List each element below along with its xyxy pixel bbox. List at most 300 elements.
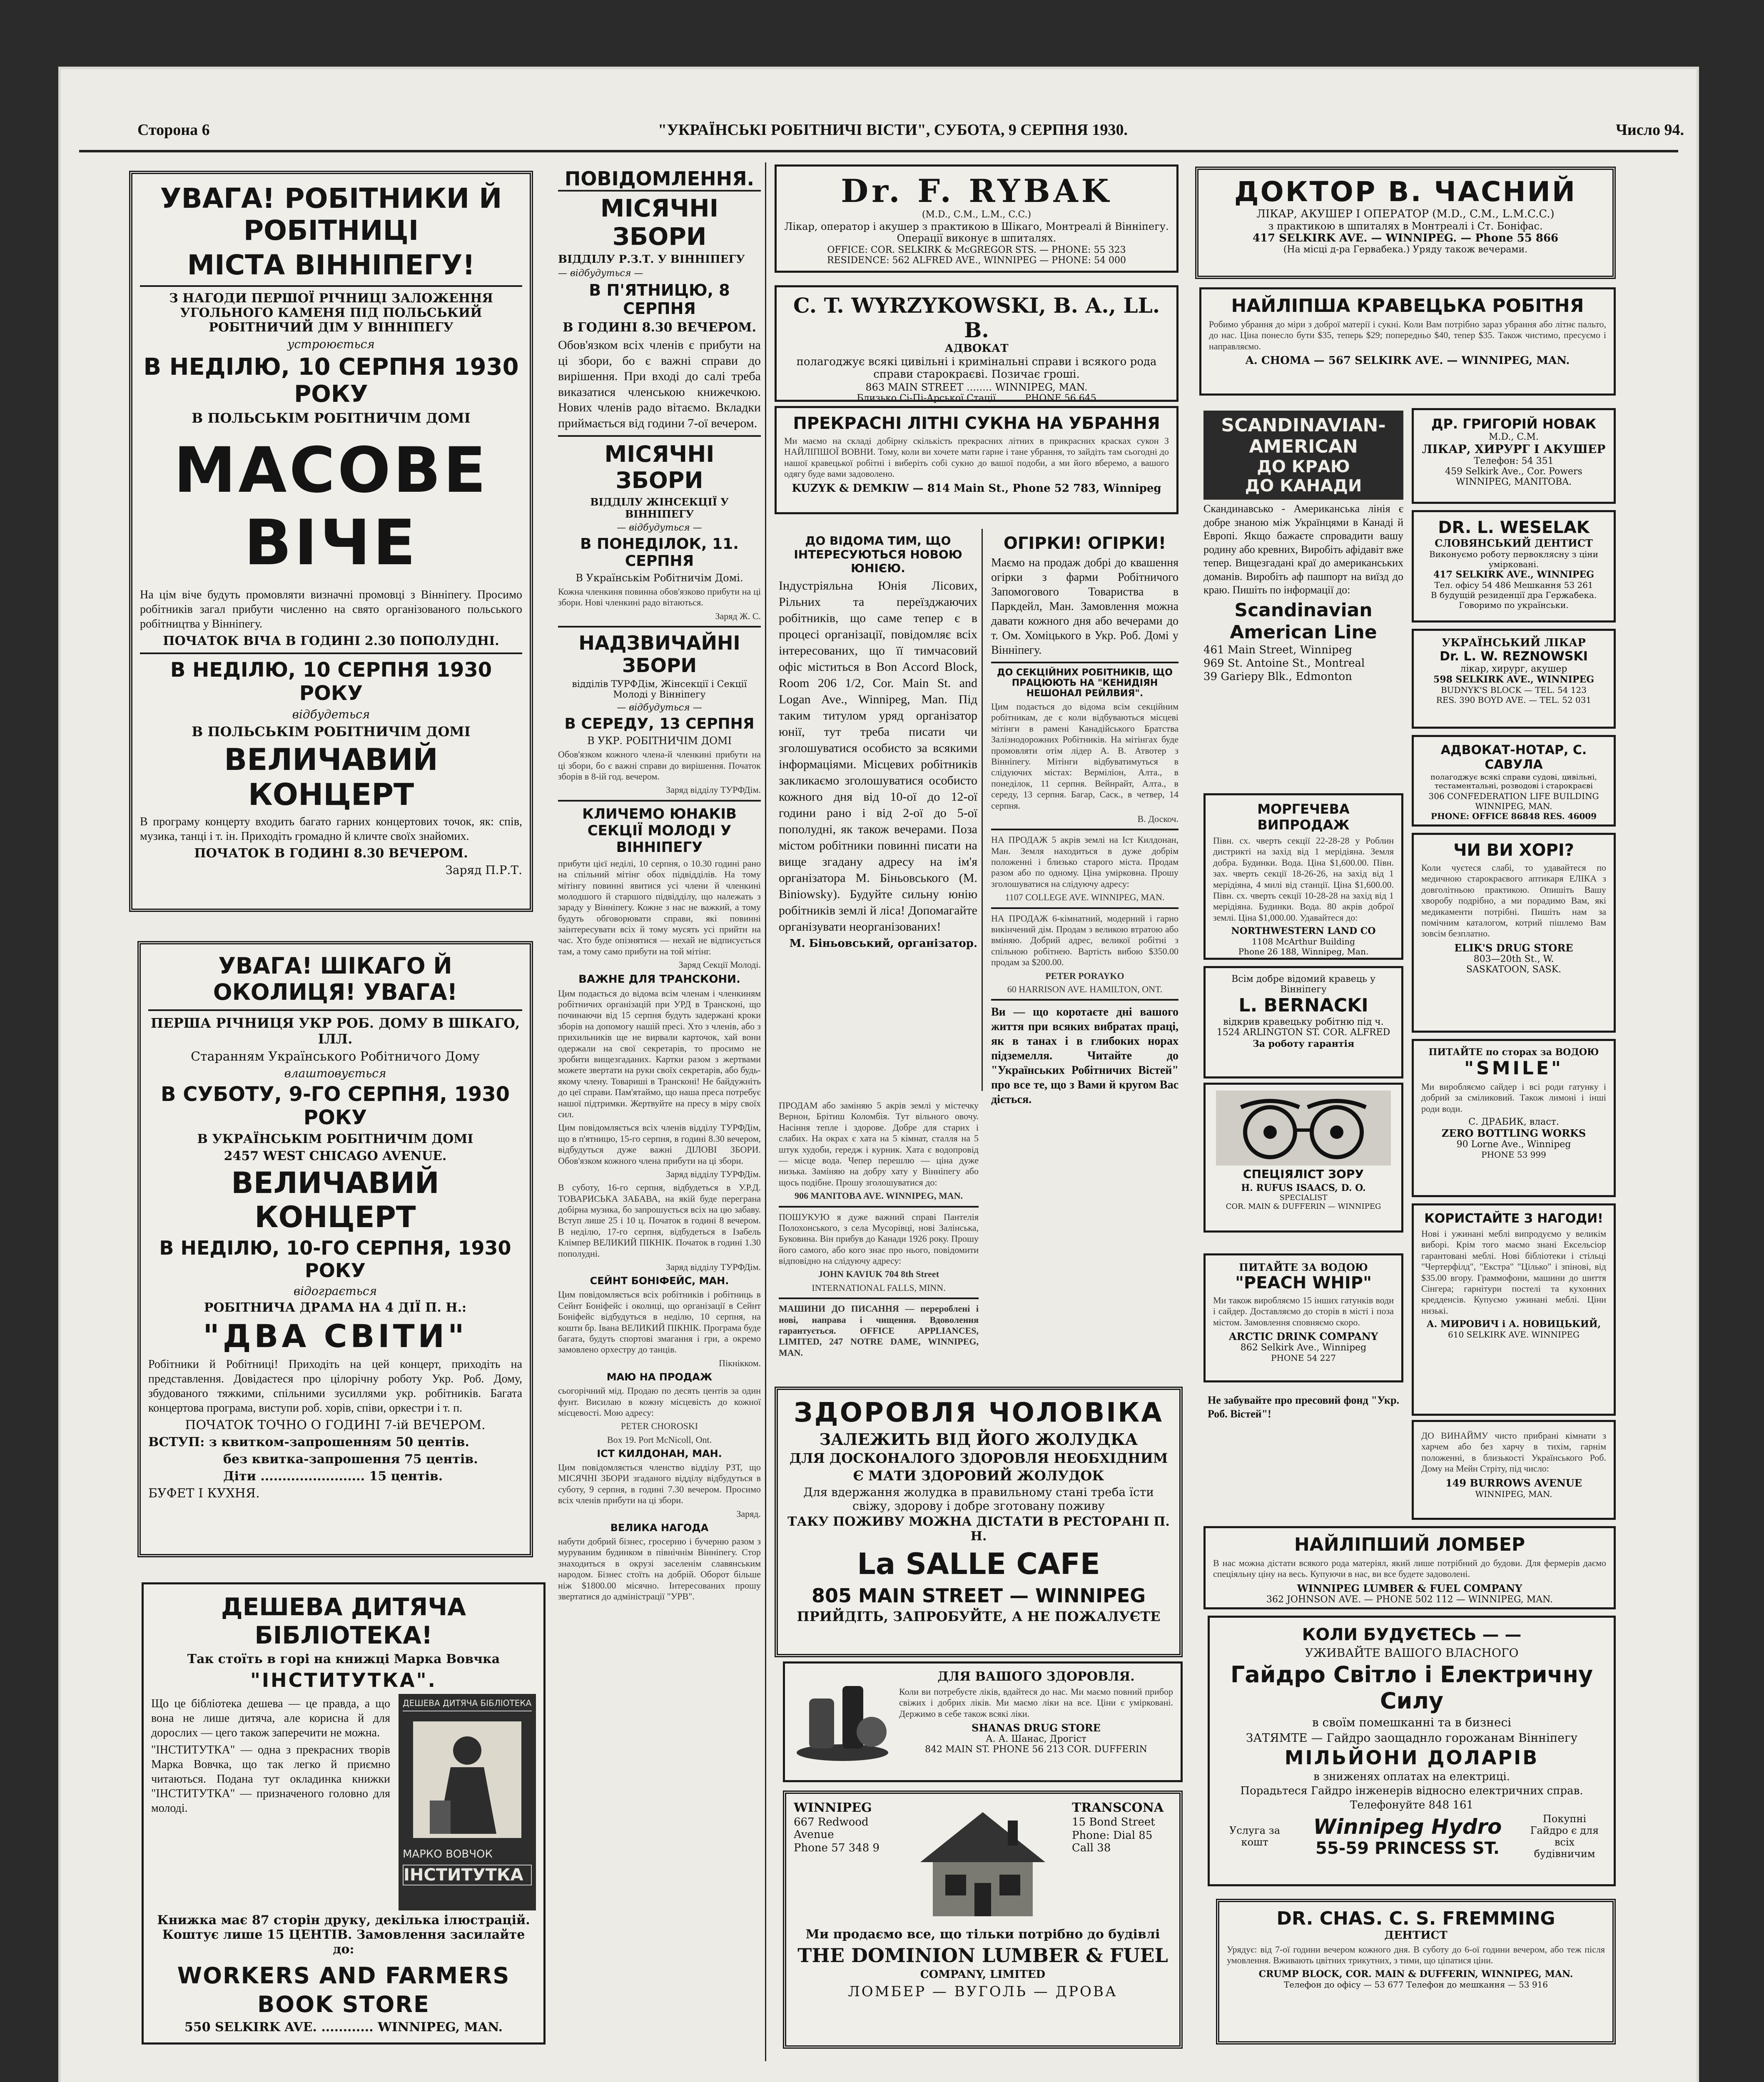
furniture-headline: КОРИСТАЙТЕ З НАГОДИ! [1424,1211,1603,1226]
concert-program: В програму концерту входить багато гарних концертових точок, як: спів, музика, танці і т. ін. Приходіть громадно й кличте своїх знайомих. [140,815,522,843]
doctor-title: ЛІКАР, АКУШЕР І ОПЕРАТОР (M.D., C.M., L.M.C.C.) [1256,208,1555,220]
rally-place: В ПОЛЬСЬКІМ РОБІТНИЧІМ ДОМІ [192,410,471,426]
lawyer-description: полагоджує всякі цивільні і кримінальні справи і всякого рода справи старокраєві. Позичає гроші. [796,356,1157,381]
concert-place: В ПОЛЬСЬКІМ РОБІТНИЧІМ ДОМІ [192,724,471,740]
rally-headline: УВАГА! РОБІТНИКИ Й РОБІТНИЦІ [160,182,502,247]
hydro-line: УЖИВАЙТЕ ВАШОГО ВЛАСНОГО [1305,1646,1519,1660]
page-header [79,121,1684,146]
land-phone: Phone 26 188, Winnipeg, Man. [1238,946,1369,957]
lasalle-line: Є МАТИ ЗДОРОВИЙ ЖОЛУДОК [853,1468,1104,1484]
dominion-slogan: Ми продаємо все, що тільки потрібно до будівлі [805,1927,1160,1942]
chicago-staged: відограється [293,1284,377,1298]
signature: Заряд відділу ТУРФДім. [666,1168,761,1179]
elik-ad [1412,833,1616,1033]
chicago-ad [137,941,533,1557]
rally-headline-city: МІСТА ВІННІПЕГУ! [187,249,475,281]
lumber-address: 362 JOHNSON AVE. — PHONE 502 112 — WINNIPEG, MAN. [1266,1594,1553,1605]
notice-body: Цим подається до відома всім членам і членкиням робітничих організацій при УРД в Трансконі, що починаючи від 15 серпня будуть задержані кроки зборів на допомогу нашій пресі. Хто з членів, або з прихильників ще не вирвали карточок, хай вони одержали на свої секретарів, то просимо не зробити вищезгаданих. Картки разом з жертвами можете звертати на руки своїх секретарів, або будь-якому члену. Товариші в Трансконі! Не байдужніть до цеї справи. Пам'ятаймо, що наша преса потребує нашої підтримки. Жертвуйте на пресу в міру своїх сил. [558,988,761,1119]
chicago-drama-date: В НЕДІЛЮ, 10-ГО СЕРПНЯ, 1930 РОКУ [159,1237,511,1282]
hydro-note-right: Покупні Гайдро є для всіх будівничим [1530,1813,1599,1860]
land-company: NORTHWESTERN LAND CO [1231,926,1376,937]
drink-name: "SMILE" [1464,1058,1563,1079]
signature: Пікнікком. [719,1357,761,1368]
line-name: SCANDINAVIAN- [1221,415,1386,436]
hydro-line: Порадьтеся Гайдро інженерів відносно електричних справ. [1240,1785,1583,1797]
notice-body: Обов'язком кожного члена-й членкині прибути на ці збори, бо є важні справи до вирішення. Початок зборів в 8-ій год. вечером. [558,749,761,782]
issue-number: Число 94. [1616,121,1684,139]
chicago-start: ПОЧАТОК ТОЧНО О ГОДИНІ 7-ій ВЕЧЕРОМ. [185,1418,486,1432]
notice-sub: ВІДДІЛУ ЖІНСЕКЦІЇ У ВІННІПЕГУ [590,496,729,520]
shanas-headline: ДЛЯ ВАШОГО ЗДОРОВЛЯ. [937,1669,1135,1684]
rally-ad [129,171,533,912]
concert-held: відбудеться [292,707,370,721]
rally-arranged: устроюється [287,337,375,351]
drink-phone: PHONE 53 999 [1481,1150,1546,1160]
doctor-description: з практикою в шпиталях в Монтреалі і Ст. Боніфас. [1268,220,1543,232]
notice-held: — відбудуться — [617,523,702,533]
shanas-address: 842 MAIN ST. PHONE 56 213 COR. DUFFERIN [925,1744,1147,1755]
concert-title: ВЕЛИЧАВИЙ КОНЦЕРТ [224,742,438,812]
lawyer-address: 306 CONFEDERATION LIFE BUILDING [1428,791,1599,801]
drink-body: Ми також виробляємо 15 інших гатунків води і сайдер. Доставляємо до сторів в місті і поза містом. Замовлення сповняємо скоро. [1213,1295,1394,1327]
cloth-ad [775,406,1178,514]
notices-column [554,162,766,2061]
chasnyi-ad [1195,167,1616,279]
signature: Заряд Ж. С. [715,610,761,621]
doctor-address: 417 SELKIRK AVE. — WINNIPEG. — Phone 55 866 [1252,232,1559,244]
cover-author: МАРКО ВОВЧОК [403,1848,493,1860]
chicago-body: Робітники й Робітниці! Приходіть на цей концерт, приходіть на представлення. Довідаєтеся про цілорічну роботу Укр. Роб. Дому, збудованого тяжкими, спільними зусиллями укр. робітників. Багата концертова програма, виступи роб. хорів, співи, оркестри і т. п. [148,1358,522,1415]
doctor-phone: Телефон: 54 351 [1474,456,1554,466]
dominion-lumber-ad [783,1791,1183,2049]
shanas-ad [783,1661,1183,1782]
optician-title: SPECIALIST [1279,1193,1328,1202]
line-name-2: AMERICAN [1249,436,1358,457]
morgeche-ad [1203,793,1403,960]
doctor-address: 459 Selkirk Ave., Cor. Powers [1445,466,1582,477]
library-body-2: "ІНСТИТУТКА" — одна з прекрасних творів Марка Вовчка, що так легко й приємно читаються. Подана тут окладинка книжки "ІНСТИТУТКА" — призначеного головно для молоді. [151,1743,390,1815]
hydro-line: в зниженях оплатах на електриці. [1313,1771,1510,1783]
scandinavian-name: Scandinavian [1234,599,1373,621]
doctor-name: Dr. L. W. REZNOWSKI [1440,649,1588,664]
notice-heading: МІСЯЧНІ ЗБОРИ [604,441,715,493]
notice-heading: КЛИЧЕМО ЮНАКІВ СЕКЦІЇ МОЛОДІ У ВІННІПЕГУ [582,805,737,856]
divider [779,1298,979,1299]
scandinavian-name-2: American Line [1230,621,1377,643]
divider [991,907,1178,909]
lasalle-headline: ЗДОРОВЛЯ ЧОЛОВІКА [794,1397,1164,1428]
chicago-admission-3: Діти ........................ 15 центів. [223,1469,443,1484]
rent-ad [1412,1420,1616,1520]
scandinavian-address: 969 St. Antoine St., Montreal [1203,657,1365,670]
tailor-name: L. BERNACKI [1238,995,1368,1016]
doctor-residence: RESIDENCE: 562 ALFRED AVE., WINNIPEG — PHONE: 54 000 [827,255,1126,266]
shanas-owner: А. А. Шанас, Дрогіст [986,1734,1086,1745]
dentist-title: СЛОВЯНСЬКИЙ ДЕНТИСТ [1435,537,1593,549]
dominion-items: ЛОМБЕР — ВУГОЛЬ — ДРОВА [848,1983,1118,2000]
rally-body: На цім віче будуть промовляти визначні промовці з Вінніпегу. Просимо робітників загал прибути численно на свято організованого польського робітництва у Вінніпегу. [140,588,522,630]
doctor-description: Лікар, оператор і акушер з практикою в Шікаго, Монтреалі й Вінніпегу. Операції виконує в шпиталях. [784,221,1169,244]
hydro-millions: МІЛЬЙОНИ ДОЛАРІВ [1284,1746,1539,1769]
chicago-admission: ВСТУП: з квитком-запрошенням 50 центів. [148,1435,469,1449]
signature: Заряд відділу ТУРФДім. [666,784,761,795]
hydro-line: ЗАТЯМТЕ — Гайдро заощаднло горожанам Вінніпегу [1246,1731,1578,1745]
furniture-body: Нові і ужинані меблі випродуємо у великім виборі. Крім того маємо знані Ексельсіор гарантовані меблі. Нові бібліотеки і стільці "Чертерфілд", "Екстра" "Цілько" і зпінові, від $35.00 вгору. Граммофони, машини до шиття Сінгера; гарнітури постелі та кухонних кредденсів. Купуємо ужинані меблі. Ціни низькі. [1421,1228,1606,1316]
lawyer-name: C. T. WYRZYKOWSKI, B. A., LL. B. [793,293,1160,342]
cover-series: ДЕШЕВА ДИТЯЧА БІБЛІОТЕКА [403,1698,532,1711]
doctor-note: (На місці д-ра Гервабека.) Уряду також вечерами. [1283,244,1528,255]
rent-body: ДО ВИНАЙМУ чисто прибрані кімнати з харчем або без харчу в тихім, гарнім положенні, в близькості Українського Роб. Дому на Мейн Стріту, під число: [1421,1430,1606,1474]
furniture-address: 610 SELKIRK AVE. WINNIPEG [1448,1330,1580,1340]
dentist-title: ДЕНТИСТ [1384,1929,1448,1942]
doctor-residence: RES. 390 BOYD AVE. — TEL. 52 031 [1436,695,1592,705]
page-number: Сторона 6 [137,121,210,139]
divider [991,662,1178,663]
tailor-intro: Всім добре відомий кравець у Вінніпегу [1231,974,1375,995]
drink-company: ZERO BOTTLING WORKS [1441,1127,1586,1140]
notice-address: 60 HARRISON AVE. HAMILTON, ONT. [1007,984,1163,994]
notice-body: прибути цієї неділі, 10 серпня, о 10.30 годині рано на спільний мітінг обох підвідділів. На тому мітінгу повинні явитися усі члени й членкині молодшого й старшого підвідділу, що належать з зараду у Вінніпегу. Кожне з нас не важкий, а тому будуть обговорювати справи, які повинні заінтересувати всіх й тому мусять усі прийти на час. Хто буде опізнятися — нехай не відписується там, а тому само прибути на той мітінг. [558,858,761,956]
lawyer-phone: PHONE: OFFICE 86848 RES. 46009 [1430,811,1597,821]
dentist-name: DR. L. WESELAK [1438,518,1590,537]
scandinavian-address: 461 Main Street, Winnipeg [1203,643,1352,656]
signature: М. Біньовський, організатор. [789,937,977,950]
notice-heading: СЕЙНТ БОНІФЕЙС, МАН. [590,1275,729,1287]
scandinavian-body: Скандинавсько - Американська лінія є добре знаною між Українцями в Канаді й Европі. Якщо бажаєте спровадити вашу родину або кревних, Виробіть афідавіт вже тепер. Вищезгадані краї до американських доманів. Виробіть аф пашпорт на виїзд до краю. Пишіть по інформації до: [1203,503,1403,596]
notices-column-c [775,1095,983,1358]
tailor-body: відкрив кравецьку робітню під ч. 1524 ARLINGTON ST. COR. ALFRED [1216,1017,1390,1038]
doctor-name: ДР. ГРИГОРІЙ НОВАК [1431,416,1597,432]
lumber-body: В нас можна дістати всякого рода матеріял, який лише потрібний до будови. Для фермерів даємо спеціяльну ціну на весь. Купуючи в нас, ви все будете задоволені. [1213,1558,1606,1579]
lasalle-line: Для вдержання жолудка в правильному стані треба їсти свіжу, здорову і добре зготовану поживу [803,1485,1154,1513]
signature: В. Доскоч. [1137,813,1178,824]
dentist-body: Урядує: від 7-ої години вечером кожного дня. В суботу до 6-ої години вечером, або теж після умовлення. Вживають цвітних трикутних, з тими, що ціпатися ціни. [1227,1944,1605,1966]
hydro-logo: Winnipeg Hydro [1313,1815,1502,1839]
pharmacy-address: 803—20th St., W. [1473,954,1554,964]
furniture-owners: А. МИРОВИЧ і А. НОВИЦЬКИЙ, [1426,1319,1601,1330]
hydro-headline: КОЛИ БУДУЄТЕСЬ — — [1302,1625,1522,1644]
scandinavian-address: 39 Gariepy Blk., Edmonton [1203,670,1352,683]
notice-address: INTERNATIONAL FALLS, MINN. [812,1282,946,1293]
signature: Заряд. [736,1508,761,1519]
doctor-address: 598 SELKIRK AVE., WINNIPEG [1433,674,1595,685]
divider [558,626,761,628]
notice-heading: ІСТ КИЛДОНАН, МАН. [597,1448,722,1460]
smile-ad [1412,1039,1616,1197]
tailor-body: Робимо убрання до міри з доброї матерії і сукні. Коли Вам потрібно зараз убрання або літнє пальто, до нас. Ціна понесло бути $35, теперь $29; попередньо $40, тепер $35. Також чистимо, пресуємо і направляємо. [1209,319,1606,351]
tailor-ad [1199,287,1616,396]
reznowski-ad [1412,629,1616,729]
doctor-block: BUDNYK'S BLOCK — TEL. 54 123 [1440,685,1587,695]
branch-phone: Phone 57 348 9 [794,1842,880,1854]
hydro-line: в своїм помешканні та в бизнесі [1312,1716,1512,1729]
tailor-headline: НАЙЛІПША КРАВЕЦЬКА РОБІТНЯ [1231,295,1584,316]
hydro-main: Гайдро Світло і Електричну Силу [1230,1661,1593,1714]
rally-date: В НЕДІЛЮ, 10 СЕРПНЯ 1930 РОКУ [143,354,519,408]
store-address: 550 SELKIRK AVE. ............ WINNIPEG, MAN. [184,2020,503,2035]
doctor-office: OFFICE: COR. SELKIRK & McGREGOR STS. — PHONE: 55 323 [827,245,1126,255]
library-info: Книжка має 87 сторін друку, декілька ілюстрацій. Коштує лише 15 ЦЕНТІВ. Замовлення засилайте до: [157,1913,530,1957]
masthead-title: "УКРАЇНСЬКІ РОБІТНИЧІ ВІСТИ", СУБОТА, 9 СЕРПНЯ 1930. [658,121,1128,139]
drink-line: ПИТАЙТЕ ЗА ВОДОЮ [1239,1261,1368,1273]
chicago-arranged: влаштовується [284,1066,386,1080]
optician-address: COR. MAIN & DUFFERIN — WINNIPEG [1226,1202,1381,1211]
notice-heading: ВАЖНЕ ДЛЯ ТРАНСКОНИ. [578,973,740,986]
library-ad [142,1582,546,2045]
notice-sub: ВІДДІЛУ Р.З.Т. У ВІННІПЕГУ [558,253,745,266]
peach-whip-ad [1203,1253,1403,1382]
drink-address: 90 Lorne Ave., Winnipeg [1456,1139,1571,1150]
optician-heading: СПЕЦІЯЛІСТ ЗОРУ [1243,1167,1364,1181]
chicago-organizer: Старанням Українського Робітничого Дому [191,1049,480,1064]
notice-place: В УКР. РОБІТНИЧІМ ДОМІ [587,735,732,747]
chicago-concert: ВЕЛИЧАВИЙ КОНЦЕРТ [231,1166,439,1234]
branch-address: 667 Redwood Avenue [794,1816,869,1841]
doctor-name: Dr. F. RYBAK [841,172,1112,209]
lasalle-line: ДЛЯ ДОСКОНАЛОГО ЗДОРОВЛЯ НЕОБХІДНИМ [789,1450,1168,1466]
dentist-description: Виконуємо роботу первоклясну з ціни умірковані. [1429,549,1598,569]
drink-name: "PEACH WHIP" [1235,1273,1372,1293]
pharmacy-body: Коли чуєтеся слабі, то удавайтеся по медичною старокраєвого аптикаря ЕЛІКА з довголітньою практикою. Опишіть Вашу хворобу подрібно, а ми порадимо Вам, які медикаменти потрібні. Пишіть нам за помічним каталогом, котрий пішлемо Вам зовсім безплатно. [1421,862,1606,939]
drink-owner: С. ДРАБИК, власт. [1468,1117,1559,1128]
notice-body: Цим подається до відома всім секційним робітникам, де є коли відбуваються місцеві мітінги в рамені Канадійського Братства Залізнодорожних Робітників. На мітінгах буде промовляти отім лідер А. В. Атвотер з Вінніпегу. Мітінги відбуватимуться в слідуючих містах: Верміліон, Алта., в понеділок, 11 серпня. Вейнрайт, Алта., в середу, 13 серпня. Багар, Саск., в четвер, 14 серпня. [991,701,1178,811]
library-body-1: Що це бібліотека дешева — це правда, а що вона не лише дитяча, але корисна й для дорослих — цего також заперечити не можна. [151,1697,390,1739]
branch-city: WINNIPEG [794,1801,872,1815]
wyrzykowski-ad [775,285,1178,402]
branch-phone: Phone: Dial 85 Call 38 [1072,1829,1153,1854]
scandinavian-ad [1199,408,1408,783]
rent-address: 149 BURROWS AVENUE [1445,1477,1582,1489]
weselak-ad [1412,510,1616,623]
pharmacy-headline: ЧИ ВИ ХОРІ? [1453,841,1574,860]
doctor-title: ЛІКАР, ХИРУРГ І АКУШЕР [1422,442,1606,456]
notice-heading: НАДЗВИЧАЙНІ ЗБОРИ [578,632,740,677]
dentist-note: В будущій резиденції дра Гержабека. Говоримо по українськи. [1430,590,1597,610]
dominion-sub: COMPANY, LIMITED [920,1968,1046,1981]
line-route: ДО КРАЮ [1257,457,1350,476]
chicago-play-title: "ДВА СВІТИ" [203,1317,468,1355]
notice-heading: МІСЯЧНІ ЗБОРИ [600,194,719,251]
hydro-note-left: Услуга за кошт [1229,1825,1281,1848]
chicago-drama: РОБІТНИЧА ДРАМА НА 4 ДІЇ П. Н.: [204,1300,467,1315]
lasalle-slogan: ПРИЙДІТЬ, ЗАПРОБУЙТЕ, А НЕ ПОЖАЛУЄТЕ [797,1609,1161,1624]
notice-sub: відділів ТУРФДім, Жінсекції і Секції Молоді у Вінніпегу [572,679,747,700]
signature: Заряд Секції Молоді. [678,959,761,970]
shanas-name: SHANAS DRUG STORE [972,1722,1101,1734]
pharmacy-illustration-icon [792,1669,892,1769]
cloth-signature: KUZYK & DEMKIW — 814 Main St., Phone 52 783, Winnipeg [792,482,1161,495]
notice-body: Індустріяльна Юнія Лісових, Рільних та переїзджаючих робітників, що саме тепер є в процесі організації, повідомляє всіх інтересованих, що її тимчасовий офіс міститься в Bon Accord Block, Room 206 1/2, Cor. Main St. and Logan Ave., Winnipeg, Man. Під таким титулом уряд організатор юнії, тут треба писати чи зголошуватися особисто за всякими інформаціями. Місцевих робітників закликаємо зголошуватися особисто кожного дня від 10-ої до 12-ої години рано і від 2-ої до 5-ої пополудні, як також вечерами. Поза містом робітники повинні писати на вище згадану адресу на ім'я організатора М. Біньовського (M. Biniowsky). Будуйте сильну юнію робітників землі й ліса! Допомагайте організувати неорганізованих! [779,579,977,934]
rent-city: WINNIPEG, MAN. [1475,1489,1552,1499]
lasalle-subheadline: ЗАЛЕЖИТЬ ВІД ЙОГО ЖОЛУДКА [819,1430,1138,1449]
land-address: 1108 McArthur Building [1252,936,1355,947]
lawyer-address: 863 MAIN STREET ........ WINNIPEG, MAN. [865,381,1088,393]
library-headline: ДЕШЕВА ДИТЯЧА БІБЛІОТЕКА! [221,1593,466,1649]
lumber-headline: НАЙЛІПШИЙ ЛОМБЕР [1294,1534,1525,1555]
divider [779,1206,979,1208]
notice-date: В П'ЯТНИЦЮ, 8 СЕРПНЯ [589,281,730,318]
dominion-name: THE DOMINION LUMBER & FUEL [797,1944,1168,1967]
notice-heading: ДО СЕКЦІЙНИХ РОБІТНИКІВ, ЩО ПРАЦЮЮТЬ НА "КЕНИДІЯН НЕШОНАЛ РЕЙЛВИЯ". [997,667,1173,699]
cover-illustration-icon [405,1717,530,1842]
divider [558,800,761,802]
library-subtitle: Так стоїть в горі на книжці Марка Вовчка [187,1652,500,1666]
notice-body: Кожна членкиня повинна обов'язково прибути на ці збори. Нові членкині радо вітаються. [558,586,761,608]
rally-event: МАСОВЕ ВІЧЕ [174,434,488,579]
union-notice [775,529,983,1091]
notice-body: Обов'язком всіх членів є прибути на ці збори, бо є важні справи до вирішення. При вході до салі треба виказатися членською книжечкою. Нових членів радо вітаємо. Вкладки приймається від години 7-ої вечером. [558,338,761,430]
dentist-address: CRUMP BLOCK, COR. MAIN & DUFFERIN, WINNIPEG, MAN. [1258,1968,1573,1980]
lawyer-name: АДВОКАТ-НОТАР, С. САВУЛА [1440,743,1587,772]
notice-name: PETER CHOROSKI [620,1421,698,1432]
lasalle-ad [775,1387,1183,1657]
rally-start: ПОЧАТОК ВІЧА В ГОДИНІ 2.30 ПОПОЛУДНІ. [163,634,499,648]
divider [140,652,522,654]
notice-place: В Українськім Робітничім Домі. [576,572,743,584]
tailor-note: За роботу гарантія [1252,1039,1355,1049]
notice-name: JOHN KAVIUK 704 8th Street [818,1269,939,1280]
eyeglasses-illustration-icon [1216,1091,1391,1166]
branch-address: 15 Bond Street [1072,1816,1155,1828]
lasalle-line: ТАКУ ПОЖИВУ МОЖНА ДІСТАТИ В РЕСТОРАНІ П. Н. [787,1514,1170,1544]
chicago-buffet: БУФЕТ І КУХНЯ. [148,1486,260,1501]
doctor-name: ДОКТОР В. ЧАСНИЙ [1234,176,1577,208]
chicago-date: В СУБОТУ, 9-ГО СЕРПНЯ, 1930 РОКУ [160,1083,510,1129]
furniture-ad [1412,1203,1616,1416]
drink-body: Ми виробляємо сайдер і всі роди гатунку і добрий за сміликовий. Також лимоні і інші роди води. [1421,1081,1606,1114]
hydro-address: 55-59 PRINCESS ST. [1316,1839,1500,1858]
pharmacy-name: ELIK'S DRUG STORE [1454,941,1573,954]
notice-body: Маємо на продаж добрі до квашення огірки з фарми Робітничого Запомогового Товариства в Паркдейл, Ман. Замовлення можна давати кожного дня або вечерами до т. Ом. Хоміцького в Укр. Роб. Домі у Вінніпегу. [991,556,1178,657]
winnipeg-lumber-ad [1203,1526,1616,1609]
hydro-phone: Телефонуйте 848 161 [1350,1799,1474,1811]
press-fund-body: Не забувайте про пресовий фонд "Укр. Роб. Вістей"! [1208,1394,1399,1420]
chicago-headline: УВАГА! ШІКАГО Й ОКОЛИЦЯ! УВАГА! [213,953,458,1005]
notice-body: ПРОДАМ або заміняю 5 акрів землі у містечку Вернон, Брітиш Коломбія. Тут вільного овочу. Насіння тепле і здорове. Добре для старих і слабих. На окрах є хата на 5 кімнат, сталля на 5 штук худоби, гередж і курник. Хата є водопровід — місце вода. Чепер перешлю — ціна дуже низька. Заміняю на добру хату у Вінніпегу або щось подібне. Прошу зголошуватися до: [779,1100,979,1188]
notice-heading: ВЕЛИКА НАГОДА [610,1522,709,1534]
dentist-address: 417 SELKIRK AVE., WINNIPEG [1433,569,1595,580]
fremming-ad [1216,1899,1616,2045]
optician-name: H. RUFUS ISAACS, D. O. [1241,1183,1366,1193]
lasalle-address: 805 MAIN STREET — WINNIPEG [811,1584,1146,1607]
signature: Заряд П.Р.Т. [445,863,522,877]
notice-address: Box 19. Port McNicoll, Ont. [607,1434,712,1445]
cloth-body: Ми маємо на складі добірну скількість прекрасних літних в прикрасних краскаx сукон З НАЙЛІПШОЇ ВОВНИ. Тому, коли ви хочете мати гарне і тане убрання, то зайдіть там сьогодні до нашої кравецької робітні і виберіть собі сукно до вашої подоби, а ми його вберемо, а вашого одягу буде вами задоволено. [784,436,1169,479]
novak-ad [1412,408,1616,504]
notice-body: ПОШУКУЮ я дуже важний справі Пантелія Полохонського, з села Мусорівці, нові Залінська, Буковина. Він прибув до Канади 1926 року. Прошу його самого, або кого знає про нього, повідомити відповідно на слідуючу адресу: [779,1211,979,1266]
notice-body: набути добрий бізнес, гросерню і бучерню разом з муруваним будинком в північнім Вінніпегу. Стор знаходиться в окрузі заселенім славянським народом. Бізнес стоїть на добрій. Оборот більше ніж $1800.00 місячно. Інтересованих прошу звертатися до адміністрації "УРВ". [558,1536,761,1601]
chicago-admission-2: без квитка-запрошення 75 центів. [223,1452,478,1467]
bernacki-ad [1203,966,1403,1078]
concert-date: В НЕДІЛЮ, 10 СЕРПНЯ 1930 РОКУ [170,658,492,705]
concert-start: ПОЧАТОК В ГОДИНІ 8.30 ВЕЧЕРОМ. [194,846,468,861]
dentist-phones: Тел. офісу 54 486 Мешкання 53 261 [1434,580,1593,590]
shanas-body: Коли ви потребуєте ліків, вдайтеся до нас. Ми маємо повний прибор свіжих і добрих ліків. Ми маємо ліки на все. Ціни є умірковані. Держимо в себе також всякі ліки. [899,1686,1173,1719]
library-book-title: "ІНСТИТУТКА". [250,1669,437,1691]
doctor-degrees: M.D., C.M. [1489,432,1539,442]
tailor-signature: A. CHOMA — 567 SELKIRK AVE. — WINNIPEG, MAN. [1245,354,1570,367]
lawyer-description: полагоджує всякі справи судові, цивільні, тестаментальні, розводові і старокраєві [1430,773,1597,790]
house-illustration-icon [908,1800,1058,1925]
notice-heading: ДО ВІДОМА ТИМ, ЩО ІНТЕРЕСУЮТЬСЯ НОВОЮ ЮНІЄЮ. [794,534,962,575]
store-name: WORKERS AND FARMERS [177,1962,510,1989]
lasalle-name: La SALLE CAFE [857,1547,1100,1581]
chicago-anniversary: ПЕРША РІЧНИЦЯ УКР РОБ. ДОМУ В ШІКАГО, ІЛЛ. [150,1015,520,1047]
notice-address: 906 MANITOBA AVE. WINNIPEG, MAN. [794,1190,963,1201]
branch-city: TRANSCONA [1072,1801,1164,1815]
book-cover [399,1694,536,1910]
doctor-degrees: (M.D., C.M., L.M., C.C.) [922,209,1031,220]
line-route-2: ДО КАНАДИ [1245,476,1362,496]
notice-held: — відбудуться — [617,702,702,713]
notice-heading: ОГІРКИ! ОГІРКИ! [1003,534,1166,553]
land-sale-body: Півн. сх. чверть секції 22-28-28 у Роблин дистрикті на захід від 1 мерідіяна. Земля добра. Будинки. Вода. Ціна $1,600.00. Півн. зах. чверть секції 18-26-26, на захід від 1 мерідіяна, 4 милі від станції. Ціна $1,600.00. Півн. сх. чверть секції 10-28-28 на захід від 1 мерідіяна. Будинки. Вода. 80 акрів доброї землі. Ціна $1,000.00. Удавайтеся до: [1213,835,1394,923]
drink-company: ARCTIC DRINK COMPANY [1229,1330,1378,1343]
notice-address: 1107 COLLEGE AVE. WINNIPEG, MAN. [1005,892,1165,903]
divider [558,435,761,437]
header-rule [79,150,1678,152]
press-fund-notice [1203,1389,1403,1434]
notice-body: МАШИНИ ДО ПИСАННЯ — перероблені і нові, направа і чищення. Вдоволення гарантується. OFFICE APPLIANCES, LIMITED, 247 NOTRE DAME, WINNIPEG, MAN. [779,1303,979,1358]
cover-title: ІНСТИТУТКА [403,1865,532,1885]
dentist-name: DR. CHAS. C. S. FREMMING [1276,1908,1555,1929]
doctor-city: WINNIPEG, MANITOBA. [1455,477,1572,487]
hydro-ad [1208,1616,1616,1886]
store-name-2: BOOK STORE [257,1991,430,2017]
notice-body: Цим повідомляється всіх робітників і робітниць в Сейнт Боніфейс і околиці, що організації в Сейнт Боніфейс відбудуться в неділю, 10 серпня, на кошти бр. Івана ВЕЛИКИЙ ПІКНІК. Програма буде багата, будуть спортові змагання і гри, а окремо замовлено орхестру до танців. [558,1289,761,1355]
notice-date: В ПОНЕДІЛОК, 11. СЕРПНЯ [580,535,739,570]
land-sale-headline: МОРГЕЧЕВА ВИПРОДАЖ [1257,801,1350,833]
lawyer-city: WINNIPEG, MAN. [1475,801,1552,811]
drink-line: ПИТАЙТЕ по сторах за ВОДОЮ [1428,1047,1599,1058]
rally-intro: З НАГОДИ ПЕРШОЇ РІЧНИЦІ ЗАЛОЖЕННЯ УГОЛЬНОГО КАМЕНЯ ПІД ПОЛЬСЬКИЙ РОБІТНИЧИЙ ДІМ У ВІННІПЕГУ [169,291,493,335]
lawyer-title: АДВОКАТ [944,342,1009,355]
doctor-title: лікар, хирург, акушер [1460,664,1567,674]
notice-body: сьогорічний мід. Продаю по десять центів за один фунт. Висилаю в кожну місцевість до кожної місцевості. Мою адресу: [558,1385,761,1418]
notice-date: В СЕРЕДУ, 13 СЕРПНЯ [564,715,755,733]
signature: Заряд відділу ТУРФДім. [666,1262,761,1273]
lawyer-location: Близько Сі-Пі-Арської Стації ........ PHONE 56 645 [857,393,1096,403]
notice-held: — відбудуться — [558,268,643,279]
notice-body: НА ПРОДАЖ 6-кімнатний, модерний і гарно викінчений дім. Продам з великою втратою або вміняю. Добрий адрес, великої робітні з спільною робітнею. Вартість вибою $350.00 продам за $200.00. [991,913,1178,968]
cloth-headline: ПРЕКРАСНІ ЛІТНІ СУКНА НА УБРАННЯ [793,414,1160,433]
chicago-place: В УКРАЇНСЬКІМ РОБІТНИЧІМ ДОМІ [197,1132,473,1146]
divider [991,999,1178,1001]
notice-body: Ви — що коротаєте дні вашого життя при всяких вибратах праці, як в танах і в глибоких норах підземелля. Читайте до "Українських Робітничих Вістей" про все те, що з Вами й кругом Вас діється. [991,1006,1178,1106]
notices-column-b [987,529,1183,1170]
divider [140,285,522,287]
notice-heading: МАЮ НА ПРОДАЖ [606,1371,713,1383]
notices-heading: ПОВІДОМЛЕННЯ. [558,167,761,192]
divider [991,829,1178,830]
dentist-phones: Телефон до офісу — 53 677 Телефон до мешкання — 53 916 [1283,1979,1548,1990]
drink-phone: PHONE 54 227 [1271,1353,1336,1363]
pharmacy-city: SASKATOON, SASK. [1466,964,1562,975]
rybak-ad [775,164,1178,273]
notice-time: В ГОДИНІ 8.30 ВЕЧЕРОМ. [563,320,756,335]
savula-ad [1412,735,1616,827]
notice-name: PETER PORAYKO [1045,970,1124,981]
drink-address: 862 Selkirk Ave., Winnipeg [1240,1342,1367,1353]
doctor-heading: УКРАЇНСЬКИЙ ЛІКАР [1442,637,1586,649]
lumber-company: WINNIPEG LUMBER & FUEL COMPANY [1297,1582,1522,1594]
divider [148,1009,522,1011]
notice-body: В суботу, 16-го серпня, відбудеться в У.Р.Д. ТОВАРИСЬКА ЗАБАВА, на якій буде переграна добірна музика, бо запрошується всіх на цю забаву. Вступ лише 25 і 10 ц. Початок в годині 8 вечером. В неділю, 17-го серпня, відбудеться в Ізабель Клімпер ВЕЛИКИЙ ПІКНІК. Початок в годині 1.30 пополудні. [558,1182,761,1259]
notice-body: Цим повідомляється всіх членів відділу ТУРФДім, що в п'ятницю, 15-го серпня, в годині 8.30 вечером, відбудуться дуже важні ДІЛОВІ ЗБОРИ. Обов'язком кожного члена прибути на ці збори. [558,1122,761,1166]
notice-body: НА ПРОДАЖ 5 акрів землі на Іст Килдонан, Ман. Земля находиться в дуже добрім положенні і близько старого міста. Продам разом або по одному. Ціна умірковна. Прошу зголошуватися на слідуючу адресу: [991,834,1178,889]
chicago-address: 2457 WEST CHICAGO AVENUE. [224,1149,447,1163]
notice-body: Цим повідомляється членство відділу РЗТ, що МІСЯЧНІ ЗБОРИ згаданого відділу відбудуться в суботу, 9 серпня, в годині 7.30 вечером. Просимо всіх членів прибути на ці збори. [558,1462,761,1506]
